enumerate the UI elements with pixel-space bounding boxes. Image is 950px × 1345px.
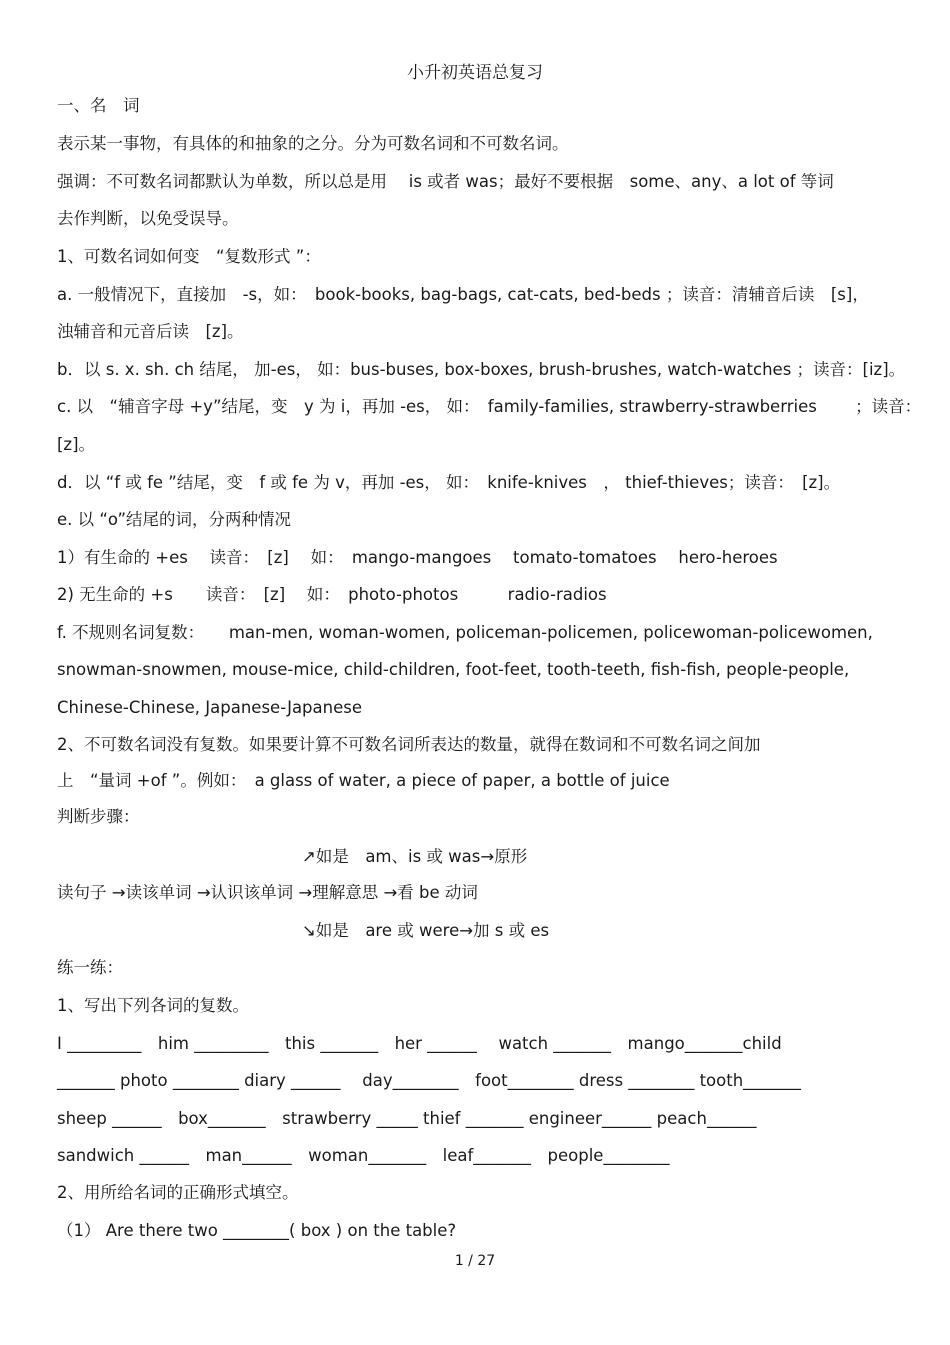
rule-c-cont: [z]。 <box>57 435 96 454</box>
exercise-1-row: sheep ______ box_______ strawberry _____ thief _______ engineer______ peach______ <box>57 1109 757 1128</box>
rule-b: b．以 s. x. sh. ch 结尾， 加-es， 如：bus-buses, box-boxes, brush-brushes, watch-watches ；读音：[iz]。 <box>57 360 906 379</box>
section-heading-nouns: 一、名 词 <box>57 96 140 115</box>
steps-branch-down: ↘如是 are 或 were→加 s 或 es <box>302 921 550 940</box>
page-title: 小升初英语总复习 <box>407 63 543 83</box>
rule-a-cont: 浊辅音和元音后读 [z]。 <box>57 322 244 341</box>
exercise-1-row: sandwich ______ man______ woman_______ leaf_______ people________ <box>57 1146 670 1165</box>
subheading-countable-plural: 1、可数名词如何变 “复数形式 ”： <box>57 247 321 266</box>
steps-heading: 判断步骤： <box>57 807 140 826</box>
exercise-1-row: _______ photo ________ diary ______ day________ foot________ dress ________ tooth_______ <box>57 1071 801 1090</box>
text-line: 去作判断，以免受误导。 <box>57 209 239 228</box>
rule-f: f. 不规则名词复数： man-men, woman-women, policeman-policemen, policewoman-policewomen, <box>57 623 873 642</box>
practice-heading: 练一练： <box>57 958 123 977</box>
rule-f-cont: snowman-snowmen, mouse-mice, child-children, foot-feet, tooth-teeth, fish-fish, people-people, <box>57 660 850 679</box>
steps-flow: 读句子 →读该单词 →认识该单词 →理解意思 →看 be 动词 <box>57 883 478 902</box>
steps-branch-up: ↗如是 am、is 或 was→原形 <box>302 847 528 866</box>
exercise-1-heading: 1、写出下列各词的复数。 <box>57 996 249 1015</box>
subheading-uncountable: 2、不可数名词没有复数。如果要计算不可数名词所表达的数量，就得在数词和不可数名词之间加 <box>57 735 761 754</box>
rule-d: d．以 “f 或 fe ”结尾，变 f 或 fe 为 v，再加 -es， 如： knife-knives ， thief-thieves；读音： [z]。 <box>57 473 841 492</box>
exercise-1-row: I _________ him _________ this _______ her ______ watch _______ mango_______child <box>57 1034 782 1053</box>
exercise-2-item-1: （1） Are there two ________( box ) on the table? <box>57 1221 457 1240</box>
rule-c: c. 以 “辅音字母 +y”结尾，变 y 为 i，再加 -es， 如： family-families, strawberry-strawberries ；读音： <box>57 397 922 416</box>
text-line: 表示某一事物，有具体的和抽象的之分。分为可数名词和不可数名词。 <box>57 134 569 153</box>
rule-e-1: 1）有生命的 +es 读音： [z] 如： mango-mangoes tomato-tomatoes hero-heroes <box>57 548 778 567</box>
rule-e-2: 2) 无生命的 +s 读音： [z] 如： photo-photos radio-radios <box>57 585 607 604</box>
rule-a: a. 一般情况下，直接加 -s，如： book-books, bag-bags, cat-cats, bed-beds ；读音：清辅音后读 [s]， <box>57 285 869 304</box>
exercise-2-heading: 2、用所给名词的正确形式填空。 <box>57 1183 299 1202</box>
rule-e: e. 以 “o”结尾的词，分两种情况 <box>57 510 291 529</box>
uncountable-cont: 上 “量词 +of ”。例如： a glass of water, a piece of paper, a bottle of juice <box>57 771 670 790</box>
text-line: 强调：不可数名词都默认为单数，所以总是用 is 或者 was；最好不要根据 some、any、a lot of 等词 <box>57 172 834 191</box>
page-number: 1 / 27 <box>454 1253 496 1269</box>
rule-f-cont: Chinese-Chinese, Japanese-Japanese <box>57 698 362 717</box>
